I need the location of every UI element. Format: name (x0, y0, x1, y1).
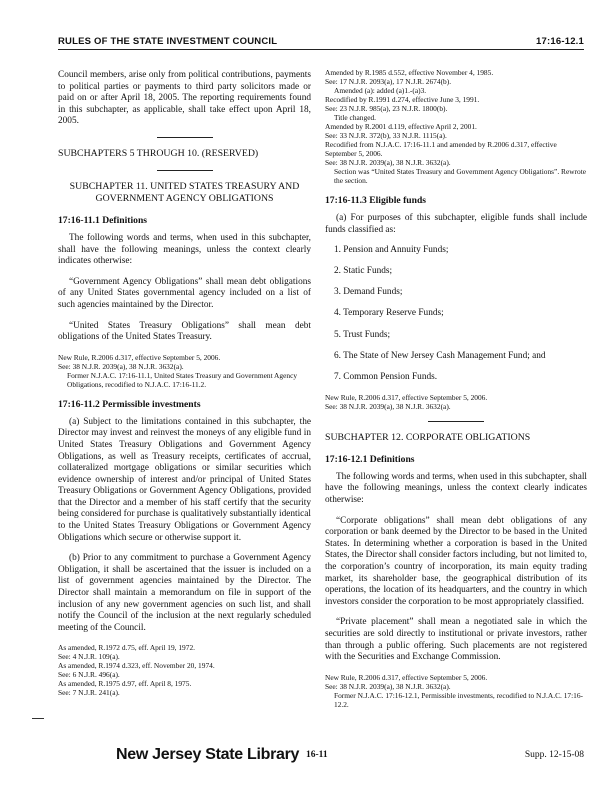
definition-corporate-obligations: “Corporate obligations” shall mean debt obligations of any corporation or bank deemed by the Director to be based in the United States. In determining whether a corporation is based in the United States, the Director shall consider factors including, but not limited to, the corporation’s country of incorporation, its main equity trading market, its shareholder base, the geographical distribution of its operations, the location of its headquarters, and the country in which investors consider the corporation to be most appropriately classified. (325, 515, 587, 607)
history-line: New Rule, R.2006 d.317, effective September 5, 2006. (325, 672, 488, 682)
history-line: Recodified from N.J.A.C. 17:16-11.1 and amended by R.2006 d.317, effective September 5, 2006. (325, 140, 557, 158)
list-item: 5. Trust Funds; (334, 329, 391, 340)
section-divider (157, 170, 213, 171)
section-heading-11-1: 17:16-11.1 Definitions (58, 214, 148, 226)
eligible-funds-list (325, 245, 587, 383)
reserved-subchapters: SUBCHAPTERS 5 THROUGH 10. (RESERVED) (58, 147, 259, 159)
list-item: 6. The State of New Jersey Cash Management Fund; and (334, 350, 546, 361)
history-line: See: 17 N.J.R. 2093(a), 17 N.J.R. 2674(b). (325, 77, 452, 86)
eligible-funds-intro: (a) For purposes of this subchapter, eligible funds shall include funds classified as: (325, 213, 587, 235)
history-line: See: 33 N.J.R. 372(b), 33 N.J.R. 1115(a). (325, 131, 447, 140)
history-line: See: 38 N.J.R. 2039(a), 38 N.J.R. 3632(a). (325, 401, 451, 411)
library-watermark: New Jersey State Library (116, 746, 300, 763)
history-line: Title changed. (334, 113, 377, 122)
history-line: As amended, R.1974 d.323, eff. November 20, 1974. (58, 661, 215, 671)
history-line: Amended by R.1985 d.552, effective November 4, 1985. (325, 68, 494, 77)
history-line: Former N.J.A.C. 17:16-11.1, United States Treasury and Government Agency Obligations, recodified to N.J.A.C. 17:16-11.2. (67, 370, 298, 389)
history-line: As amended, R.1972 d.75, eff. April 19, 1972. (58, 643, 195, 653)
margin-mark (32, 718, 44, 719)
right-column (325, 68, 587, 719)
subchapter-11-title: SUBCHAPTER 11. UNITED STATES TREASURY AND GOVERNMENT AGENCY OBLIGATIONS (69, 180, 300, 204)
history-line: See: 38 N.J.R. 2039(a), 38 N.J.R. 3632(a). (325, 681, 451, 691)
permissible-paragraph-b: (b) Prior to any commitment to purchase a Government Agency Obligation, it shall be ascertained that the issuer is included on a list of government agencies maintained by the Director. The Director shall maintain a memorandum on file in support of the inclusion of any new government agencies on such list, and shall notify the Council of the inclusion at the next regularly scheduled meeting of the Council. (58, 553, 311, 633)
history-line: Section was “United States Treasury and Government Agency Obligations”. Rewrote the section. (334, 167, 587, 185)
history-line: Amended (a): added (a)1.-(a)3. (334, 86, 427, 95)
section-heading-11-2: 17:16-11.2 Permissible investments (58, 398, 201, 410)
history-line: Former N.J.A.C. 17:16-12.1, Permissible investments, recodified to N.J.A.C. 17:16-12.2. (334, 690, 584, 709)
history-line: See: 6 N.J.R. 496(a). (58, 670, 120, 680)
history-line: Amended by R.2001 d.119, effective April 2, 2001. (325, 122, 477, 131)
subchapter-12-title: SUBCHAPTER 12. CORPORATE OBLIGATIONS (325, 431, 531, 443)
history-note-11-2 (58, 643, 311, 697)
history-line: See: 38 N.J.R. 2039(a), 38 N.J.R. 3632(a). (58, 361, 184, 371)
left-column (58, 70, 311, 707)
history-line: See: 4 N.J.R. 109(a). (58, 652, 120, 662)
history-line: See: 23 N.J.R. 985(a), 23 N.J.R. 1800(b). (325, 104, 448, 113)
definitions-12-intro: The following words and terms, when used in this subchapter, shall have the following meanings, unless the context clearly indicates otherwise: (325, 471, 587, 506)
history-line: As amended, R.1975 d.97, eff. April 8, 1975. (58, 679, 192, 689)
history-note-11-2-continued (325, 68, 587, 185)
list-item: 2. Static Funds; (334, 266, 393, 277)
header-title: RULES OF THE STATE INVESTMENT COUNCIL (58, 36, 278, 47)
list-item: 1. Pension and Annuity Funds; (334, 245, 449, 256)
list-item: 7. Common Pension Funds. (334, 371, 438, 382)
history-note-11-1 (58, 353, 311, 389)
history-line: See: 7 N.J.R. 241(a). (58, 688, 120, 698)
section-heading-12-1: 17:16-12.1 Definitions (325, 453, 415, 465)
page-footer (58, 746, 584, 768)
history-line: New Rule, R.2006 d.317, effective September 5, 2006. (58, 352, 221, 362)
definitions-intro: The following words and terms, when used in this subchapter, shall have the following meanings, unless the context clearly indicates otherwise: (58, 232, 311, 267)
running-header (58, 30, 584, 50)
list-item: 4. Temporary Reserve Funds; (334, 308, 444, 319)
history-line: New Rule, R.2006 d.317, effective September 5, 2006. (325, 392, 488, 402)
history-line: See: 38 N.J.R. 2039(a), 38 N.J.R. 3632(a). (325, 158, 451, 167)
permissible-paragraph-a: (a) Subject to the limitations contained in this subchapter, the Director may invest and reinvest the moneys of any eligible fund in United States Treasury Obligations and Government Agency Obligations, as well as Treasury receipts, certificates of accrual, collateralized mortgage obligations or similar securities which evidence ownership of interest and/or principal of United States Treasury Obligations or Government Agency Obligations, provided that the Director and a member of his staff certify that the security being considered for purchase is qualitatively substantially identical to the United States Treasury Obligations or Government Agency Obligations which secure or otherwise support it. (58, 416, 311, 543)
definition-government-agency: “Government Agency Obligations” shall mean debt obligations of any United States governmental agency included on a list of such agencies maintained by the Director. (58, 276, 311, 310)
definition-treasury: “United States Treasury Obligations” shall mean debt obligations of the United States Treasury. (58, 320, 311, 343)
list-item: 3. Demand Funds; (334, 287, 403, 298)
section-divider (428, 421, 484, 422)
definition-private-placement: “Private placement” shall mean a negotiated sale in which the securities are sold directly to institutional or private investors, rather than through a public offering. Such placements are not registered with the Securities and Exchange Commission. (325, 617, 587, 663)
history-note-11-3 (325, 393, 587, 411)
header-section-number: 17:16-12.1 (536, 36, 584, 47)
page-number: 16-11 (306, 750, 328, 760)
history-note-12-1 (325, 673, 587, 709)
supplement-date: Supp. 12-15-08 (524, 750, 584, 760)
history-line: Recodified by R.1991 d.274, effective June 3, 1991. (325, 95, 480, 104)
intro-paragraph: Council members, arise only from political contributions, payments to political parties or payments to third party solicitors made or paid on or after April 18, 2005. The reporting requirements found in this subchapter, as applicable, shall take effect upon April 18, 2005. (58, 70, 311, 127)
section-heading-11-3: 17:16-11.3 Eligible funds (325, 195, 427, 206)
section-divider (157, 137, 213, 138)
